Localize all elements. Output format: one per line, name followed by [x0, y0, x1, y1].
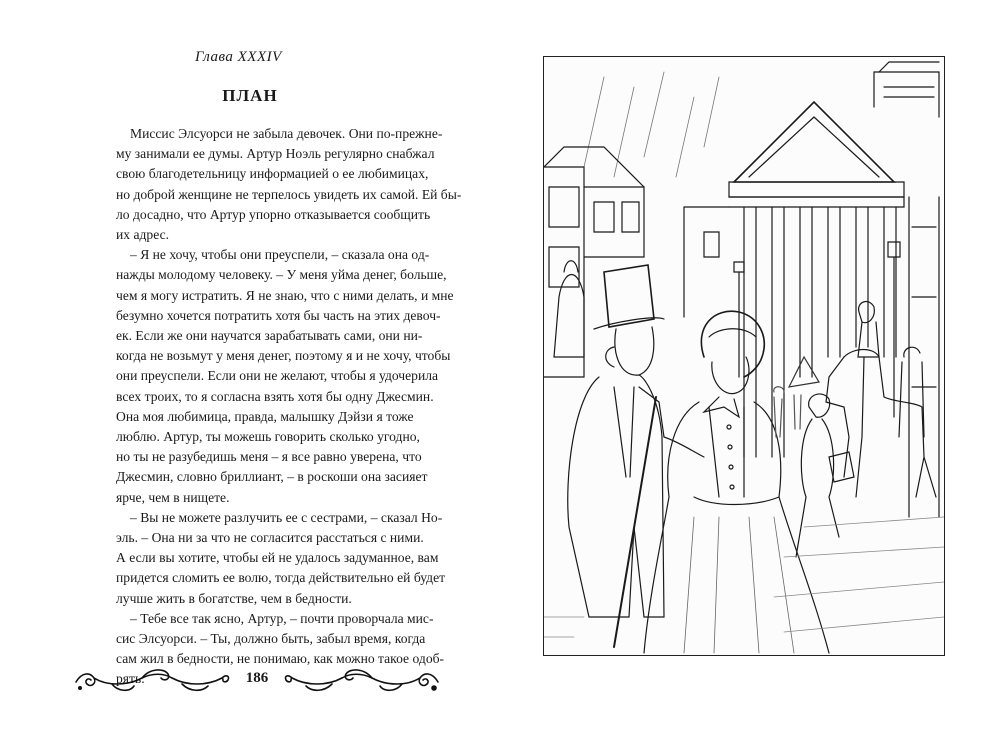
- street-scene-illustration: [543, 56, 945, 656]
- chapter-title: ПЛАН: [222, 86, 278, 105]
- text-line: му занимали ее думы. Артур Ноэль регулярно снабжал: [116, 146, 435, 162]
- text-line: Джесмин, словно бриллиант, – в роскоши она засияет: [116, 469, 428, 485]
- text-line: свою благодетельницу информацией о ее любимицах,: [116, 166, 429, 182]
- text-line: когда не возьмут у меня денег, поэтому я и не хочу, чтобы: [116, 348, 451, 364]
- text-line: но ты не разубедишь меня – я все равно уверена, что: [116, 449, 422, 465]
- text-line: А если вы хотите, чтобы ей не удалось задуманное, вам: [116, 550, 439, 566]
- text-line: – Тебе все так ясно, Артур, – почти проворчала мис-: [130, 610, 434, 626]
- text-line: но доброй женщине не терпелось увидеть их самой. Ей бы-: [116, 186, 462, 202]
- text-line: чем я могу истратить. Я не знаю, что с ними делать, и мне: [116, 287, 454, 303]
- page-footer: [72, 664, 442, 696]
- text-line: – Я не хочу, чтобы они преуспели, – сказала она од-: [130, 247, 430, 263]
- text-line: сам жил в бедности, не понимаю, как можно такое одоб-: [116, 651, 445, 667]
- text-line: Миссис Элсуорси не забыла девочек. Они по-прежне-: [130, 126, 443, 141]
- text-line: их адрес.: [116, 227, 170, 243]
- scroll-ornament-right-icon: [282, 664, 442, 696]
- illustration-drawing-icon: [544, 57, 944, 655]
- text-line: ярче, чем в нищете.: [116, 489, 230, 505]
- body-text: [116, 124, 462, 690]
- text-line: сис Элсуорси. – Ты, должно быть, забыл время, когда: [116, 631, 426, 647]
- text-line: придется сломить ее волю, тогда действительно ей будет: [116, 570, 446, 586]
- text-line: ло досадно, что Артур упорно отказывается сообщить: [116, 206, 431, 222]
- scroll-ornament-left-icon: [72, 664, 232, 696]
- page-number: 186: [245, 670, 269, 686]
- text-line: люблю. Артур, ты можешь говорить сколько угодно,: [116, 429, 420, 445]
- text-line: безумно хочется потратить хотя бы часть на этих девоч-: [116, 307, 441, 323]
- text-line: всех троих, то я согласна взять хотя бы одну Джесмин.: [116, 388, 434, 404]
- text-line: нажды молодому человеку. – У меня уйма денег, больше,: [116, 267, 447, 283]
- text-line: Она моя любимица, правда, малышку Дэйзи я тоже: [116, 408, 414, 424]
- text-line: – Вы не можете разлучить ее с сестрами, – сказал Но-: [130, 509, 443, 525]
- chapter-label: Глава XXXIV: [195, 49, 282, 65]
- text-line: рять.: [116, 671, 145, 687]
- text-line: лучше жить в богатстве, чем в бедности.: [116, 590, 352, 606]
- text-line: эль. – Она ни за что не согласится расстаться с ними.: [116, 530, 424, 546]
- text-line: ек. Если же они научатся зарабатывать сами, они ни-: [116, 328, 423, 344]
- text-line: они преуспели. Если они не желают, чтобы я удочерила: [116, 368, 439, 384]
